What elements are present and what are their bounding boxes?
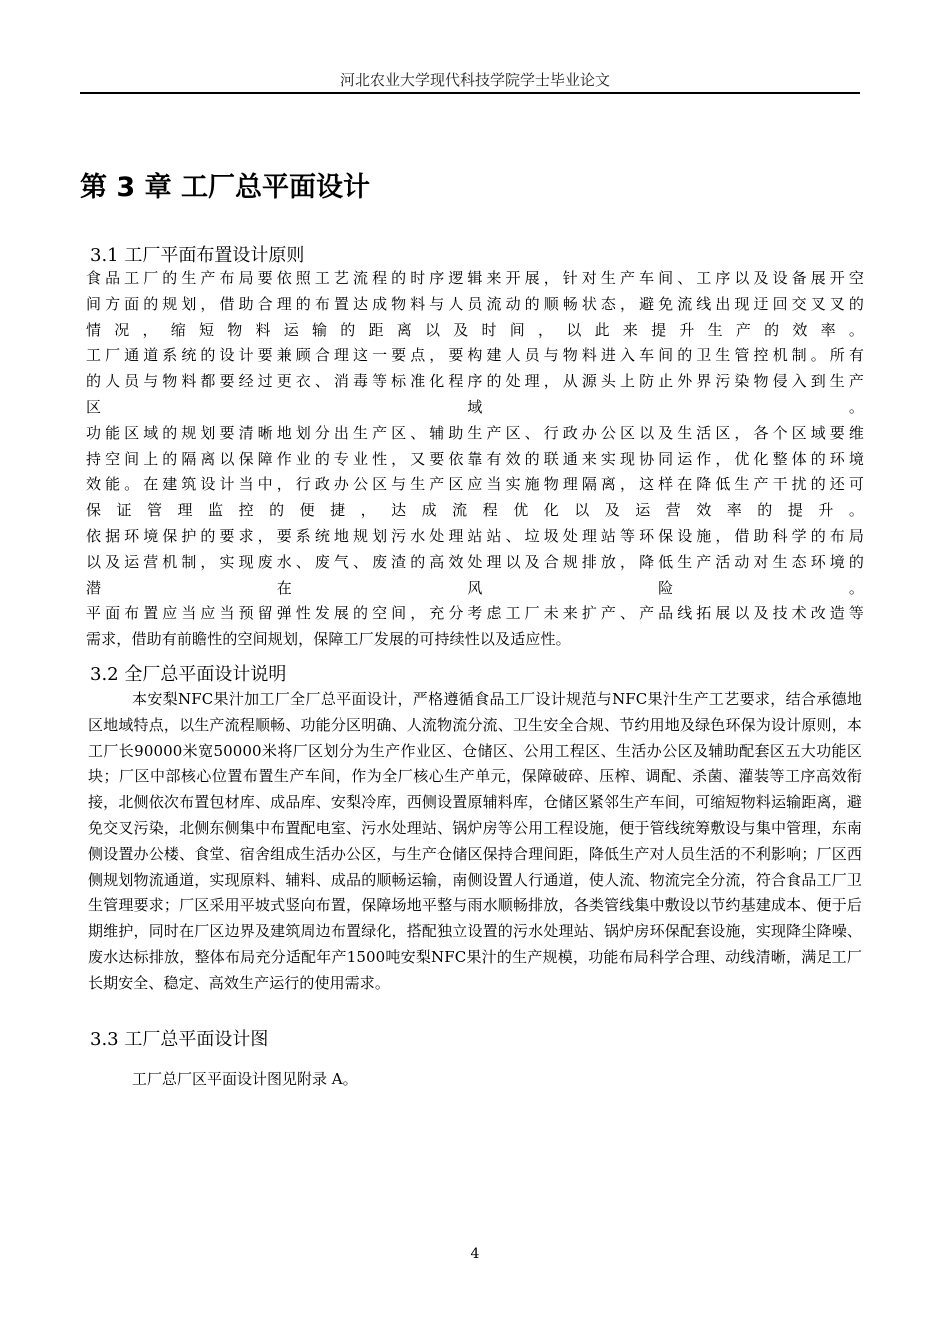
body-line: 工厂通道系统的设计要兼顾合理这一要点，要构建人员与物料进入车间的卫生管控机制。所有 [86, 346, 864, 365]
header-rule [80, 92, 860, 94]
body-line: 依据环境保护的要求，要系统地规划污水处理站站、垃圾处理站等环保设施，借助科学的布局 [86, 526, 864, 545]
body-line: 潜在风险。 [86, 578, 864, 597]
section-3-3-heading: 3.3 工厂总平面设计图 [90, 1029, 269, 1050]
section-3-2-paragraph: 本安梨NFC果汁加工厂全厂总平面设计，严格遵循食品工厂设计规范与NFC果汁生产工艺要求，结合承德地区地域特点，以生产流程顺畅、功能分区明确、人流物流分流、卫生安全合规、节约用地及绿色环保为设计原则，本工厂长90000米宽50000米将厂区划分为生产作业区、仓储区、公用工程区、生活办公区及辅助配套区五大功能区块；厂区中部核心位置布置生产车间，作为全厂核心生产单元，保障破碎、压榨、调配、杀菌、灌装等工序高效衔接，北侧依次布置包材库、成品库、安梨冷库，西侧设置原辅料库，仓储区紧邻生产车间，可缩短物料运输距离，避免交叉污染，北侧东侧集中布置配电室、污水处理站、锅炉房等公用工程设施，便于管线统筹敷设与集中管理，东南侧设置办公楼、食堂、宿舍组成生活办公区，与生产仓储区保持合理间距，降低生产对人员生活的不利影响；厂区西侧规划物流通道，实现原料、辅料、成品的顺畅运输，南侧设置人行通道，使人流、物流完全分流，符合食品工厂卫生管理要求；厂区采用平坡式竖向布置，保障场地平整与雨水顺畅排放，各类管线集中敷设以节约基建成本、便于后期维护，同时在厂区边界及建筑周边布置绿化，搭配独立设置的污水处理站、锅炉房环保配套设施，实现降尘降噪、废水达标排放，整体布局充分适配年产1500吨安梨NFC果汁的生产规模，功能布局科学合理、动线清晰，满足工厂长期安全、稳定、高效生产运行的使用需求。 [88, 690, 862, 992]
running-header: 河北农业大学现代科技学院学士毕业论文 [339, 71, 610, 89]
body-line: 的人员与物料都要经过更衣、消毒等标准化程序的处理，从源头上防止外界污染物侵入到生产 [86, 372, 864, 391]
body-line: 间方面的规划，借助合理的布置达成物料与人员流动的顺畅状态，避免流线出现迂回交叉叉的 [86, 294, 864, 313]
body-line: 以及运营机制，实现废水、废气、废渣的高效处理以及合规排放，降低生产活动对生态环境的 [86, 552, 864, 571]
body-line: 功能区域的规划要清晰地划分出生产区、辅助生产区、行政办公区以及生活区，各个区域要维 [86, 423, 864, 442]
body-line: 效能。在建筑设计当中，行政办公区与生产区应当实施物理隔离，这样在降低生产干扰的还可 [86, 475, 864, 494]
section-3-1-body [86, 266, 864, 653]
body-line: 持空间上的隔离以保障作业的专业性，又要依靠有效的联通来实现协同运作，优化整体的环境 [86, 449, 864, 468]
section-3-2-heading: 3.2 全厂总平面设计说明 [90, 664, 287, 685]
body-line: 区域。 [86, 397, 864, 416]
section-3-3-text: 工厂总厂区平面设计图见附录 A。 [132, 1070, 358, 1088]
body-line: 平面布置应当应当预留弹性发展的空间，充分考虑工厂未来扩产、产品线拓展以及技术改造等 [86, 604, 864, 623]
chapter-title: 第 3 章 工厂总平面设计 [80, 172, 370, 203]
page-number: 4 [470, 1246, 480, 1262]
body-line: 情况，缩短物料运输的距离以及时间，以此来提升生产的效率。 [86, 320, 864, 339]
body-line: 食品工厂的生产布局要依照工艺流程的时序逻辑来开展，针对生产车间、工序以及设备展开空 [86, 269, 864, 287]
body-line: 需求，借助有前瞻性的空间规划，保障工厂发展的可持续性以及适应性。 [86, 630, 571, 649]
section-3-1-heading: 3.1 工厂平面布置设计原则 [90, 245, 305, 266]
body-line: 保证管理监控的便捷，达成流程优化以及运营效率的提升。 [86, 501, 864, 520]
